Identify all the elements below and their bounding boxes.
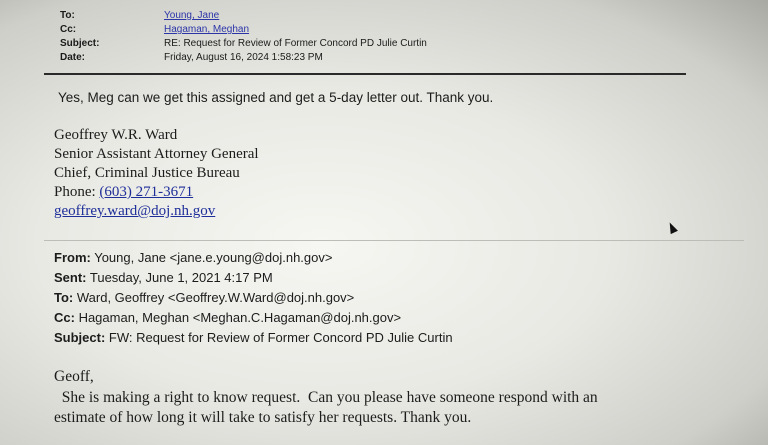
forward-subject-label: Subject:: [54, 330, 106, 345]
message-line-1: She is making a right to know request. Can you please have someone respond with an: [54, 389, 598, 406]
forward-from-label: From:: [54, 250, 91, 265]
header-to-label: To:: [60, 10, 75, 21]
forward-cc-label: Cc:: [54, 310, 75, 325]
forward-subject-value: FW: Request for Review of Former Concord PD Julie Curtin: [105, 330, 453, 345]
header-subject-label: Subject:: [60, 38, 100, 49]
header-cc-row: [60, 24, 249, 35]
forward-from-row: [54, 250, 332, 265]
header-to-row: [60, 10, 219, 21]
signature-phone-label: Phone:: [54, 184, 100, 200]
signature-email-link[interactable]: geoffrey.ward@doj.nh.gov: [54, 203, 216, 219]
signature-phone-link[interactable]: (603) 271-3671: [99, 184, 194, 200]
header-date-label: Date:: [60, 52, 86, 63]
signature-email-row: [54, 203, 215, 220]
forward-sent-value: Tuesday, June 1, 2021 4:17 PM: [86, 270, 273, 285]
message-greeting: Geoff,: [54, 368, 94, 385]
forward-subject-row: [54, 330, 453, 345]
signature-phone-row: [54, 184, 193, 201]
forward-cc-value: Hagaman, Meghan <Meghan.C.Hagaman@doj.nh.gov>: [74, 310, 402, 325]
signature-bureau: Chief, Criminal Justice Bureau: [54, 165, 240, 181]
forward-to-row: [54, 290, 354, 305]
message-line-2: estimate of how long it will take to satisfy her requests. Thank you.: [54, 409, 472, 426]
forward-to-value: Ward, Geoffrey <Geoffrey.W.Ward@doj.nh.gov>: [73, 290, 355, 305]
forward-sent-label: Sent:: [54, 270, 87, 285]
signature-title: Senior Assistant Attorney General: [54, 146, 259, 162]
forward-divider: [44, 240, 744, 241]
header-date-row: [60, 52, 323, 63]
forward-cc-row: [54, 310, 401, 325]
header-subject-value: RE: Request for Review of Former Concord PD Julie Curtin: [164, 38, 427, 49]
mouse-cursor-icon: [666, 221, 678, 234]
header-cc-value[interactable]: Hagaman, Meghan: [164, 24, 250, 35]
header-subject-row: [60, 38, 427, 49]
header-to-value[interactable]: Young, Jane: [164, 10, 220, 21]
signature-name: Geoffrey W.R. Ward: [54, 127, 178, 143]
header-date-value: Friday, August 16, 2024 1:58:23 PM: [164, 52, 323, 63]
forward-from-value: Young, Jane <jane.e.young@doj.nh.gov>: [90, 250, 333, 265]
header-divider: [44, 73, 686, 75]
forward-sent-row: [54, 270, 273, 285]
reply-body: Yes, Meg can we get this assigned and get a 5-day letter out. Thank you.: [58, 90, 494, 105]
forward-to-label: To:: [54, 290, 74, 305]
header-cc-label: Cc:: [60, 24, 77, 35]
